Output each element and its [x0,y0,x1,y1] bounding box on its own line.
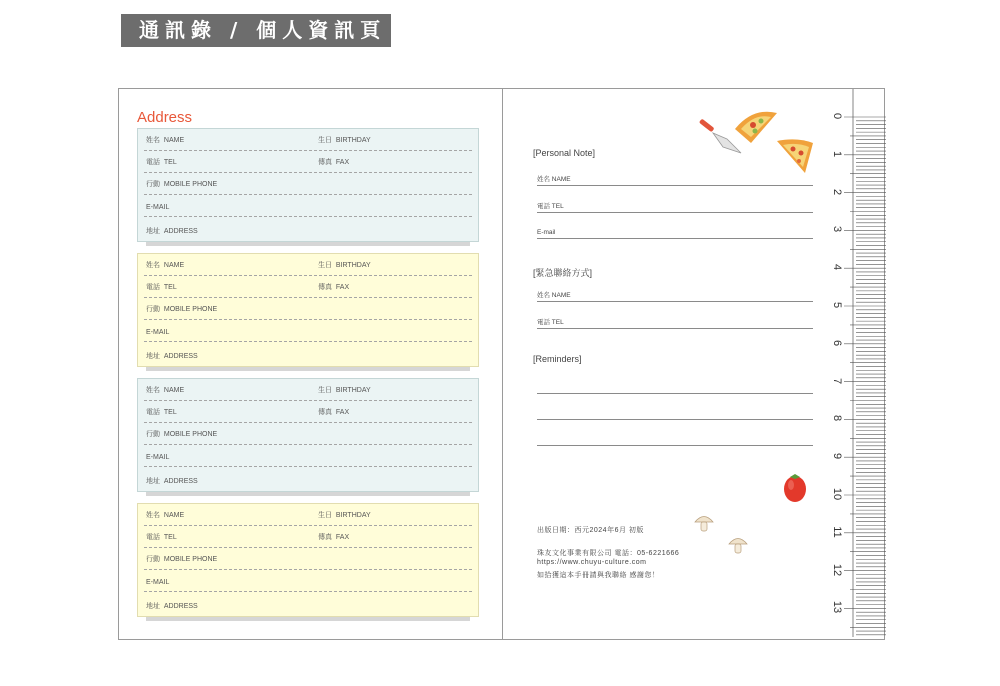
field-label: 電話 TEL [146,159,177,166]
field-label: 地址 ADDRESS [146,228,198,235]
address-card-row[interactable] [144,469,472,491]
field-label: E-MAIL [146,204,170,211]
address-card-row[interactable] [144,254,472,276]
emergency-name-label: 姓名 NAME [537,292,571,299]
field-label: 電話 TEL [146,284,177,291]
address-card-row[interactable] [144,195,472,217]
address-card [137,128,479,242]
personal-email-label: E-mail [537,229,556,236]
field-label: 行動 MOBILE PHONE [146,306,218,313]
emergency-tel-field[interactable] [537,317,813,329]
address-card [137,378,479,492]
ruler-number: 0 [831,112,843,120]
field-label: 行動 MOBILE PHONE [146,181,218,188]
ruler-number: 12 [831,563,843,576]
address-card-row[interactable] [144,526,472,548]
emergency-heading: [緊急聯絡方式] [533,268,593,278]
card-shadow [146,492,470,496]
reminders-heading: [Reminders] [533,354,582,364]
ruler-number: 4 [831,264,843,271]
address-card-row[interactable] [144,548,472,570]
personal-name-label: 姓名 NAME [537,176,571,183]
field-label: E-MAIL [146,579,170,586]
reminder-line[interactable] [537,419,813,420]
field-label: 地址 ADDRESS [146,353,198,360]
publisher-website: https://www.chuyu-culture.com [537,559,647,566]
address-card-row[interactable] [144,298,472,320]
field-label: 姓名 NAME [146,137,185,144]
emergency-name-field[interactable] [537,290,813,302]
address-card-row[interactable] [144,344,472,366]
reminder-line[interactable] [537,445,813,446]
publish-date: 出版日期：西元2024年6月 初版 [537,527,644,534]
personal-tel-field[interactable] [537,201,813,213]
ruler-number: 10 [831,487,843,501]
ruler-number: 11 [831,526,843,538]
personal-name-field[interactable] [537,174,813,186]
address-card-row[interactable] [144,276,472,298]
field-label: 生日 BIRTHDAY [318,512,371,519]
mushroom-icon [693,513,715,533]
emergency-tel-label: 電話 TEL [537,319,564,326]
address-card-row[interactable] [144,173,472,195]
address-card-row[interactable] [144,129,472,151]
personal-email-field[interactable] [537,227,813,239]
ruler-number: 8 [831,415,843,422]
field-label: 行動 MOBILE PHONE [146,431,218,438]
ruler-number: 13 [831,601,843,614]
card-shadow [146,617,470,621]
field-label: 生日 BIRTHDAY [318,387,371,394]
ruler-number: 5 [831,301,843,309]
field-label: E-MAIL [146,329,170,336]
field-label: 姓名 NAME [146,512,185,519]
ruler [825,89,886,637]
address-card-row[interactable] [144,320,472,342]
ruler-number: 9 [831,453,843,460]
address-card-row[interactable] [144,594,472,616]
field-label: 電話 TEL [146,409,177,416]
ruler-number: 7 [831,377,843,384]
page-spine [502,89,503,639]
field-label: 姓名 NAME [146,262,185,269]
ruler-number: 2 [831,188,843,195]
address-card-row[interactable] [144,445,472,467]
pizza-slice-icon [775,137,817,175]
field-label: 生日 BIRTHDAY [318,262,371,269]
address-card-row[interactable] [144,401,472,423]
address-heading: Address [137,109,193,126]
ruler-number: 3 [831,226,843,233]
field-label: 傳真 FAX [318,284,350,291]
field-label: 傳真 FAX [318,534,350,541]
address-card [137,253,479,367]
field-label: 生日 BIRTHDAY [318,137,371,144]
address-card-row[interactable] [144,504,472,526]
address-card-row[interactable] [144,219,472,241]
field-label: 地址 ADDRESS [146,603,198,610]
reminder-line[interactable] [537,393,813,394]
mushroom-icon [727,535,749,555]
field-label: 傳真 FAX [318,409,350,416]
card-shadow [146,242,470,246]
return-notice: 如拾獲這本手冊請與我聯絡 感謝您！ [537,572,660,579]
tomato-icon [781,471,809,503]
personal-note-heading: [Personal Note] [533,148,596,158]
address-card-row[interactable] [144,423,472,445]
ruler-ticks [825,89,886,637]
field-label: 電話 TEL [146,534,177,541]
field-label: E-MAIL [146,454,170,461]
address-card-row[interactable] [144,379,472,401]
field-label: 行動 MOBILE PHONE [146,556,218,563]
ruler-number: 6 [831,339,843,346]
notebook-spread [118,88,885,640]
pizza-slice-icon [731,107,781,147]
field-label: 姓名 NAME [146,387,185,394]
publisher-info: 珠友文化事業有限公司 電話：05-6221666 [537,550,680,557]
ruler-number: 1 [831,150,843,157]
address-card [137,503,479,617]
card-shadow [146,367,470,371]
address-card-row[interactable] [144,151,472,173]
page-title: 通訊錄 / 個人資訊頁 [121,14,391,47]
field-label: 地址 ADDRESS [146,478,198,485]
field-label: 傳真 FAX [318,159,350,166]
address-card-row[interactable] [144,570,472,592]
personal-tel-label: 電話 TEL [537,203,564,210]
